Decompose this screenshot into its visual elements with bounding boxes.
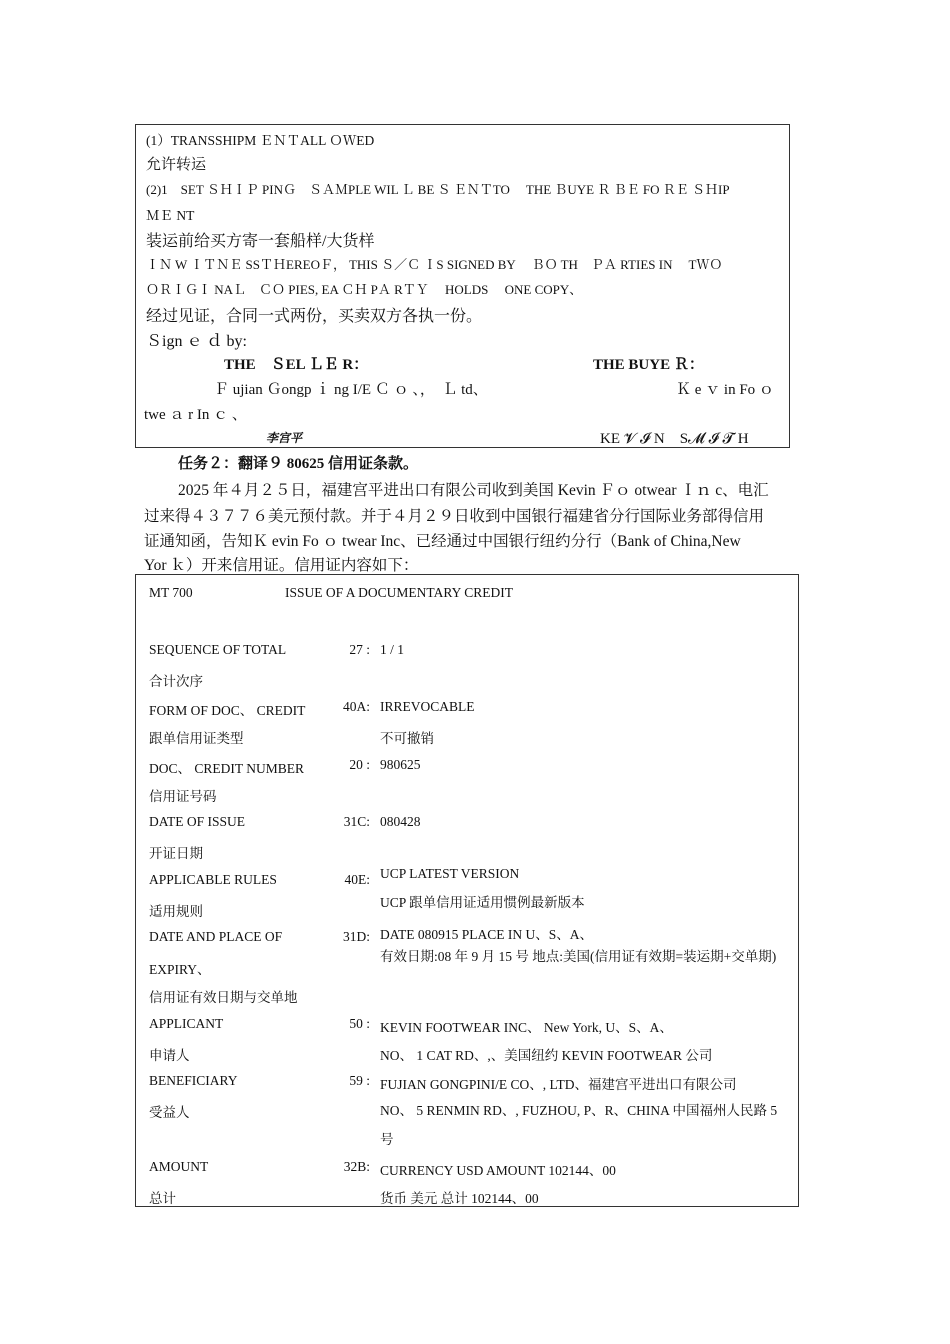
lc-details-box	[135, 574, 799, 1207]
field-value: CURRENCY USD AMOUNT 102144、00	[380, 1163, 616, 1178]
clause-line-4: ＭＥ NT	[146, 208, 195, 223]
field-tag: 40E:	[344, 872, 370, 887]
buyer-company-part2: twe ａ r In ｃ 、	[144, 407, 247, 423]
contract-clauses-box	[135, 124, 790, 448]
field-label-zh: 受益人	[149, 1105, 190, 1120]
field-tag: 59 :	[349, 1073, 370, 1088]
seller-heading: THE ＳEL ＬＥ R：	[224, 357, 369, 373]
field-value-zh: 货币 美元 总计 102144、00	[380, 1191, 539, 1206]
field-label-en: APPLICANT	[149, 1016, 224, 1031]
lc-message-title: ISSUE OF A DOCUMENTARY CREDIT	[285, 585, 513, 600]
clause-line-2: 允许转运	[146, 157, 207, 173]
field-label-en: DATE OF ISSUE	[149, 814, 246, 829]
clause-line-5: 装运前给买方寄一套船样/大货样	[146, 233, 375, 250]
task-paragraph-line-1: 2025 年４月２５日，福建宫平进出口有限公司收到美国 Kevin Ｆｏ otwear Ｉｎ c、电汇	[178, 482, 769, 499]
clause-line-7: ＯＲＩＧＩ NAＬ ＣＯ PIES, EA ＣＨ PＡ RＴＹ HOLDS ONE COPY、	[146, 282, 583, 297]
field-value: 080428	[380, 814, 421, 829]
field-label-zh: 总计	[149, 1191, 176, 1206]
field-label-en: DATE AND PLACE OF	[149, 929, 283, 944]
field-label-zh: 信用证号码	[149, 789, 217, 804]
field-label-zh: 开证日期	[149, 846, 203, 861]
field-value: DATE 080915 PLACE IN U、S、A、	[380, 927, 594, 942]
field-value: UCP LATEST VERSION	[380, 866, 520, 881]
field-value: FUJIAN GONGPINI/E CO、, LTD、福建宫平进出口有限公司	[380, 1077, 737, 1092]
field-tag: 40A:	[343, 699, 370, 714]
field-value-address: NO、 1 CAT RD、,、美国纽约 KEVIN FOOTWEAR 公司	[380, 1048, 713, 1063]
field-label-zh: 信用证有效日期与交单地	[149, 990, 298, 1005]
field-tag: 31C:	[343, 814, 370, 829]
field-tag: 27 :	[349, 642, 370, 657]
signed-by-label: Ｓign ｅ ｄ by:	[146, 333, 247, 350]
field-label-zh: 合计次序	[149, 674, 203, 689]
field-tag: 31D:	[343, 929, 370, 944]
buyer-signature: KE 𝓥 𝓘 N S𝓜 𝓘 𝓣 H	[600, 431, 749, 447]
field-value: IRREVOCABLE	[380, 699, 475, 714]
field-value: 980625	[380, 757, 421, 772]
buyer-company-part1: Ｋ e ｖ in Fo ｏ	[676, 382, 774, 398]
field-value: 1 / 1	[380, 642, 405, 657]
clause-line-1: (1）TRANSSHIPM ＥＮＴALL ＯＷED	[146, 133, 375, 148]
lc-message-type: MT 700	[149, 585, 193, 600]
field-value-zh: UCP 跟单信用证适用惯例最新版本	[380, 895, 585, 910]
field-value-address: NO、 5 RENMIN RD、, FUZHOU, P、R、CHINA 中国福州人民路 5 号	[380, 1103, 778, 1147]
field-label-en: APPLICABLE RULES	[149, 872, 277, 887]
field-tag: 50 :	[349, 1016, 370, 1031]
task-paragraph-line-2: 过来得４３７７６美元预付款。并于４月２９日收到中国银行福建省分行国际业务部得信用	[144, 508, 765, 525]
field-tag: 32B:	[343, 1159, 370, 1174]
field-label-en: DOC、 CREDIT NUMBER	[149, 761, 305, 776]
task-paragraph-line-3: 证通知函，告知Ｋ evin Fo ｏ twear Inc、已经通过中国银行纽约分行（Bank of China,New	[144, 533, 741, 550]
task-paragraph-line-4: Yor ｋ）开来信用证。信用证内容如下：	[144, 557, 419, 574]
field-value: KEVIN FOOTWEAR INC、 New York, U、S、A、	[380, 1020, 673, 1035]
clause-line-6: ＩＮ W ＩＴＮＥ SSＴＨEREOＦ， THIS Ｓ／Ｃ ＩS SIGNED BY ＢＯ TH ＰＡ RTIES IN TＷＯ	[146, 257, 723, 272]
clause-line-8: 经过见证，合同一式两份，买卖双方各执一份。	[146, 308, 483, 325]
seller-company: Ｆ ujian Ｇongp ｉ ng I/E Ｃ ｏ 、， Ｌ td、	[214, 382, 488, 398]
field-label-en: BENEFICIARY	[149, 1073, 238, 1088]
task-heading: 任务２：翻译９ 80625 信用证条款。	[178, 456, 419, 472]
field-label-zh: 跟单信用证类型	[149, 731, 244, 746]
field-label-en: FORM OF DOC、 CREDIT	[149, 703, 306, 718]
field-label-en: SEQUENCE OF TOTAL	[149, 642, 287, 657]
field-label-en: EXPIRY、	[149, 962, 211, 977]
buyer-heading: THE BUYE Ｒ：	[593, 357, 704, 373]
field-label-zh: 适用规则	[149, 904, 203, 919]
field-value-zh: 不可撤销	[380, 731, 434, 746]
clause-line-3: (2)1 SET ＳＨＩＰ PINＧ ＳＡＭPLE WIL Ｌ BE Ｓ ＥＮＴTO THE ＢUYE Ｒ ＢＥ FO ＲＥ ＳＨIP	[146, 182, 730, 197]
seller-signature: 李宫平	[266, 431, 303, 445]
field-label-en: AMOUNT	[149, 1159, 209, 1174]
field-value-zh: 有效日期:08 年 9 月 15 号 地点:美国(信用证有效期=装运期+交单期)	[380, 949, 777, 964]
field-tag: 20 :	[349, 757, 370, 772]
field-label-zh: 申请人	[149, 1048, 190, 1063]
